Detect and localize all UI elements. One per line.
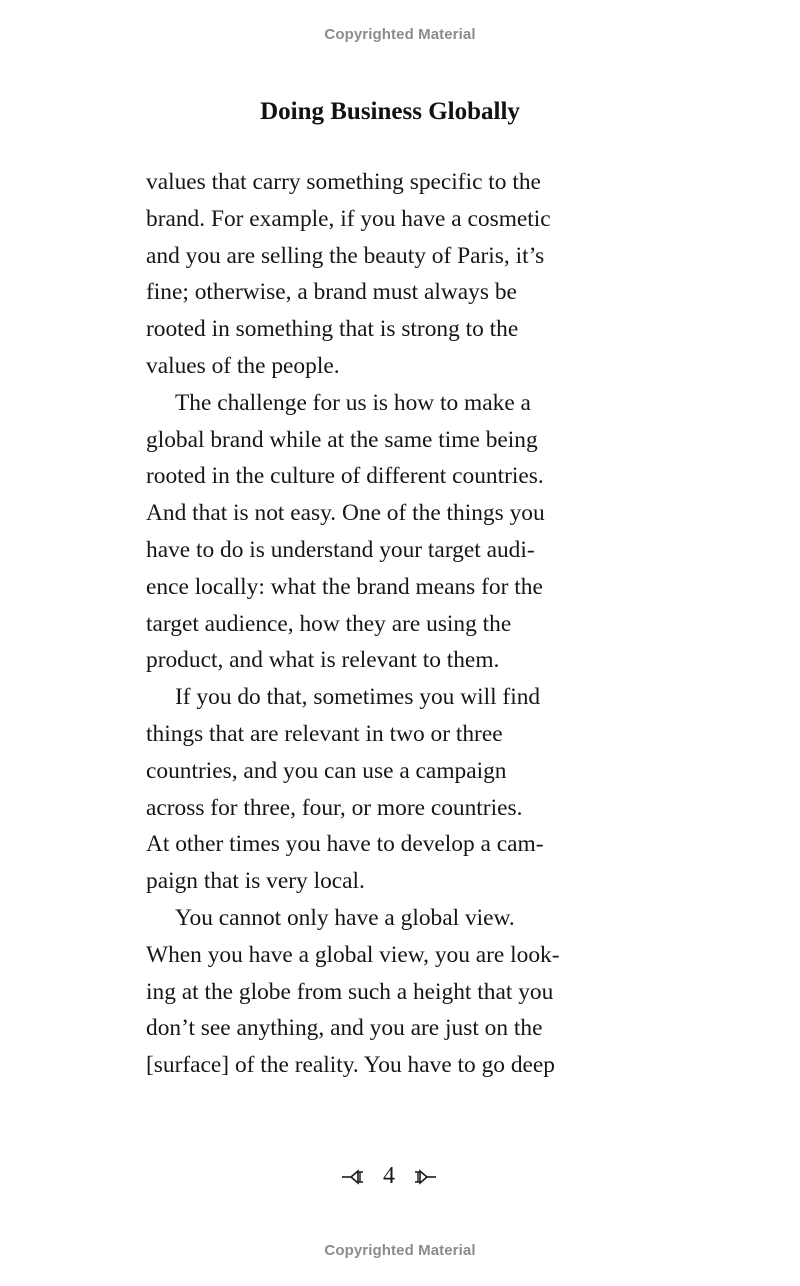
paragraph-first-line: The challenge for us is how to make a — [175, 389, 531, 416]
text-line: values that carry something specific to the — [146, 169, 541, 195]
copyright-watermark-top: Copyrighted Material — [324, 26, 476, 43]
paragraph-first-line: If you do that, sometimes you will find — [175, 684, 541, 711]
text-line: [surface] of the reality. You have to go deep — [146, 1052, 555, 1079]
text-line: have to do is understand your target audi- — [146, 536, 535, 563]
arrow-left-ornament-icon — [341, 1169, 365, 1185]
body-text — [146, 164, 646, 1084]
text-line: brand. For example, if you have a cosmetic — [146, 205, 551, 232]
text-line: across for three, four, or more countries. — [146, 794, 523, 821]
text-line: When you have a global view, you are look- — [146, 941, 560, 968]
arrow-right-ornament-icon — [413, 1169, 437, 1185]
text-line: ing at the globe from such a height that you — [146, 978, 554, 1005]
page-number: 4 — [383, 1163, 395, 1189]
text-line: global brand while at the same time being — [146, 426, 538, 453]
running-head: Doing Business Globally — [260, 98, 520, 125]
text-line: rooted in the culture of different countries. — [146, 463, 544, 490]
text-line: target audience, how they are using the — [146, 610, 512, 637]
text-line: At other times you have to develop a cam- — [146, 831, 544, 858]
text-line: things that are relevant in two or three — [146, 720, 503, 747]
page-folio — [0, 1163, 778, 1190]
text-line: paign that is very local. — [146, 868, 365, 895]
copyright-watermark-bottom: Copyrighted Material — [324, 1242, 476, 1259]
paragraph-first-line: You cannot only have a global view. — [175, 904, 515, 931]
text-line: ence locally: what the brand means for the — [146, 573, 543, 600]
text-line: And that is not easy. One of the things you — [146, 500, 545, 527]
text-line: fine; otherwise, a brand must always be — [146, 279, 517, 306]
text-line: and you are selling the beauty of Paris, it’s — [146, 242, 545, 269]
text-line: countries, and you can use a campaign — [146, 757, 507, 784]
text-line: values of the people. — [146, 352, 340, 379]
text-line: don’t see anything, and you are just on the — [146, 1015, 543, 1042]
text-line: product, and what is relevant to them. — [146, 647, 500, 674]
text-line: rooted in something that is strong to the — [146, 316, 519, 343]
